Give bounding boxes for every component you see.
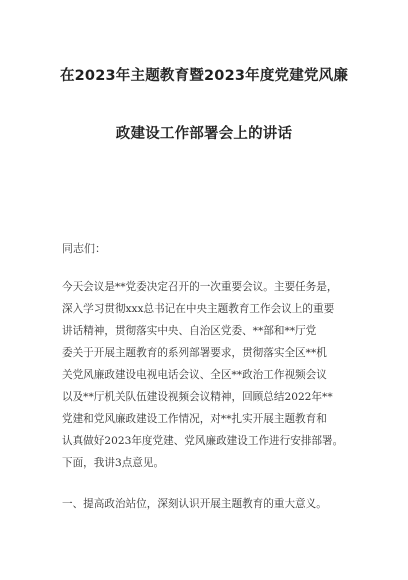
paragraph-line: 下面，我讲3点意见。 — [62, 457, 165, 469]
paragraph-line: 讲话精神，贯彻落实中央、自治区党委、**部和**厅党 — [62, 325, 317, 337]
document-title-line-1: 在2023年主题教育暨2023年度党建党风廉 — [59, 68, 349, 84]
paragraph-line: 今天会议是**党委决定召开的一次重要会议。主要任务是， — [62, 281, 338, 293]
paragraph-line: 委关于开展主题教育的系列部署要求，贯彻落实全区**机 — [62, 347, 327, 359]
section-heading-line: 一、提高政治站位，深刻认识开展主题教育的重大意义。 — [62, 498, 327, 510]
paragraph-line: 党建和党风廉政建设工作情况，对**扎实开展主题教育和 — [62, 413, 327, 425]
paragraph-line: 深入学习贯彻xxx总书记在中央主题教育工作会议上的重要 — [62, 303, 335, 315]
body-paragraph-1 — [62, 276, 352, 474]
salutation: 同志们： — [62, 242, 106, 255]
document-title-line-2: 政建设工作部署会上的讲话 — [115, 126, 293, 142]
paragraph-line: 认真做好2023年度党建、党风廉政建设工作进行安排部署。 — [62, 435, 344, 447]
paragraph-line: 以及**厅机关队伍建设视频会议精神，回顾总结2022年** — [62, 391, 333, 403]
paragraph-line: 关党风廉政建设电视电话会议、全区**政治工作视频会议 — [62, 369, 327, 381]
section-heading-1 — [62, 493, 352, 515]
